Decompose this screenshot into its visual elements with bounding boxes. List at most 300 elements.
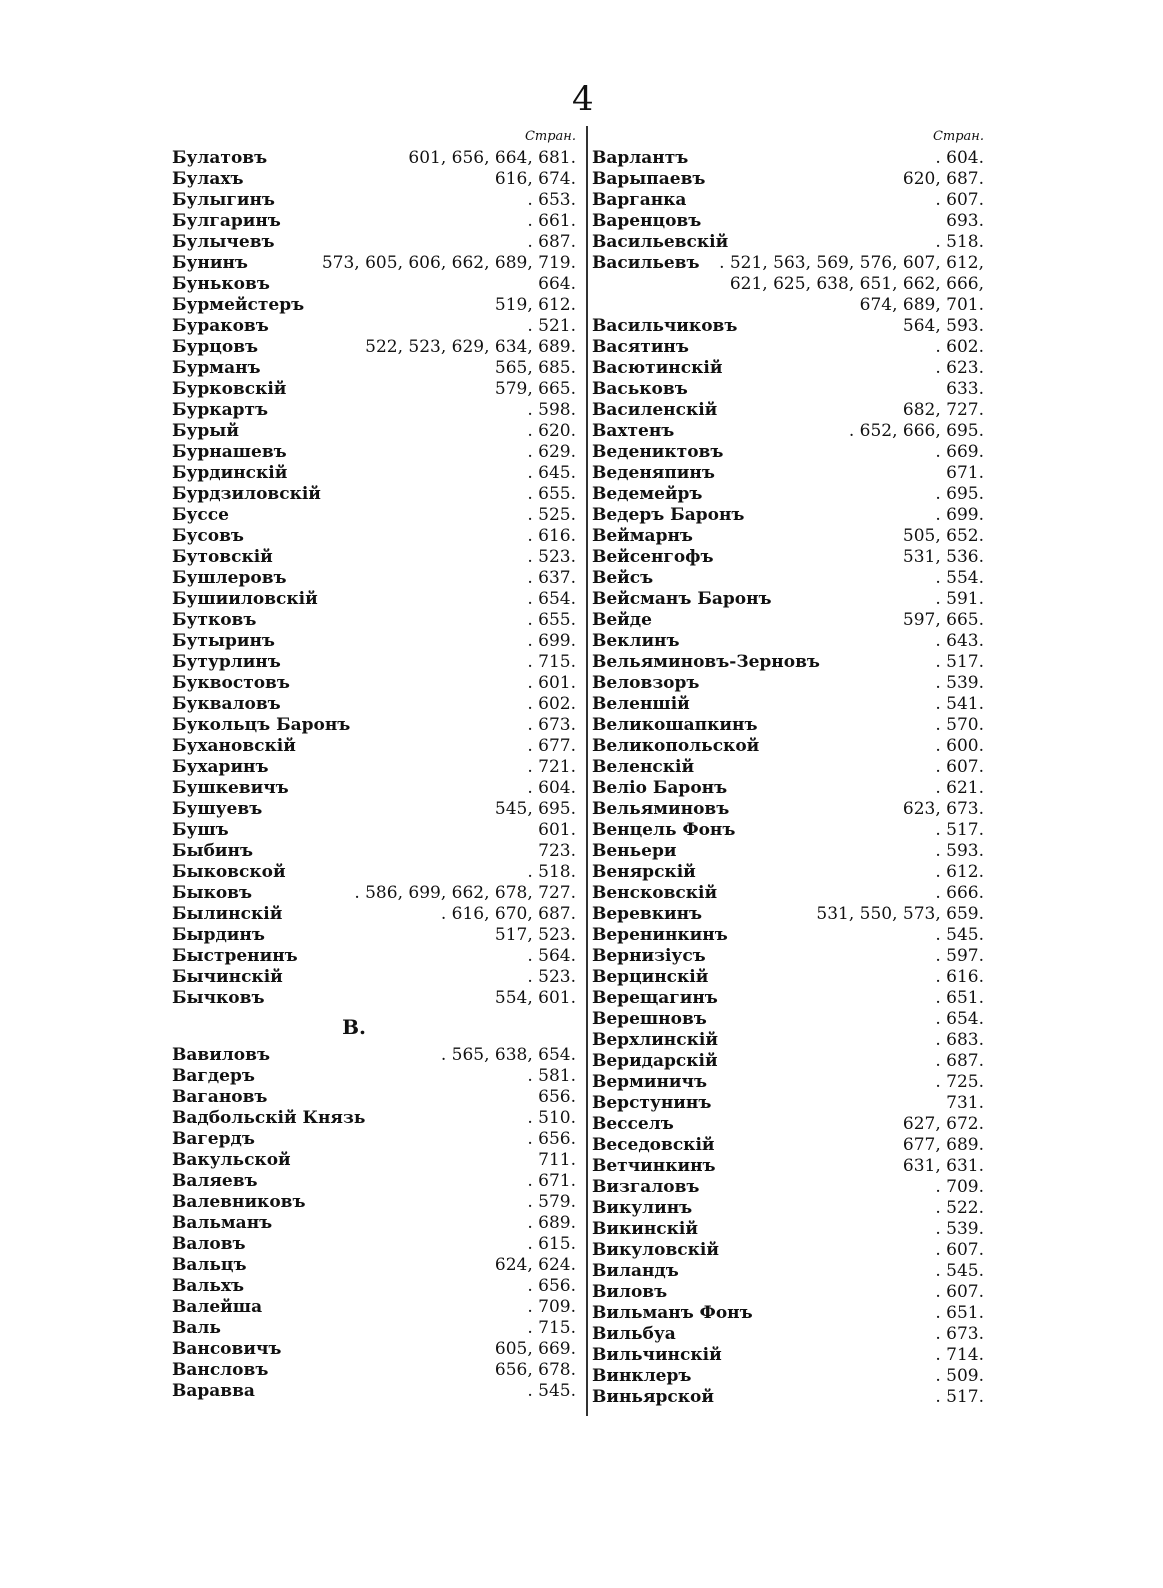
entry-pages: . 673. [527,715,576,735]
entry-pages: . 671. [527,1171,576,1191]
entry-name: Вильманъ Фонъ [592,1303,753,1323]
entry-name: Ведемейръ [592,484,703,504]
index-entry [592,1345,984,1366]
index-entry [172,715,576,736]
index-entry [172,967,576,988]
entry-pages: 723. [538,841,576,861]
index-entry [172,421,576,442]
index-entry [592,967,984,988]
index-entry [172,295,576,316]
index-entry [592,484,984,505]
index-entry [592,904,984,925]
index-entry [592,1051,984,1072]
entry-name: Бырдинъ [172,925,265,945]
entry-pages: . 602. [527,694,576,714]
page-number: 4 [572,79,594,119]
index-entry [592,673,984,694]
entry-name: Верхлинскій [592,1030,718,1050]
index-entry [592,1009,984,1030]
entry-name: Великопольской [592,736,760,756]
entry-pages: . 689. [527,1213,576,1233]
entry-pages: 565, 685. [494,358,576,378]
entry-name: Быковъ [172,883,253,903]
entry-name: Бунинъ [172,253,248,273]
index-entry [592,1219,984,1240]
index-entry [592,715,984,736]
entry-pages: . 600. [935,736,984,756]
entry-name: Вильбуа [592,1324,676,1344]
index-entry [592,211,984,232]
entry-name: Виловъ [592,1282,668,1302]
entry-name: Верещагинъ [592,988,718,1008]
index-entry [592,421,984,442]
entry-pages: . 541. [935,694,984,714]
entry-pages: . 652, 666, 695. [848,421,984,441]
entry-pages: . 725. [935,1072,984,1092]
entry-pages: 505, 652. [902,526,984,546]
entry-name: Варенцовъ [592,211,702,231]
entry-pages: . 523. [527,967,576,987]
entry-list [172,1045,576,1402]
entry-pages: . 601. [527,673,576,693]
entry-name: Верстунинъ [592,1093,712,1113]
entry-pages: . 673. [935,1324,984,1344]
entry-name: Бурдинскій [172,463,288,483]
entry-pages: . 523. [527,547,576,567]
entry-name: Бычинскій [172,967,283,987]
entry-name: Веліо Баронъ [592,778,728,798]
index-entry [172,799,576,820]
entry-name: Валь [172,1318,221,1338]
index-entry [172,526,576,547]
entry-name: Веревкинъ [592,904,703,924]
index-entry [172,736,576,757]
entry-name: Булычевъ [172,232,275,252]
entry-name: Викинскій [592,1219,699,1239]
entry-name: Вейсманъ Баронъ [592,589,772,609]
index-entry [592,337,984,358]
index-entry [172,484,576,505]
entry-name: Варыпаевъ [592,169,706,189]
entry-pages: . 656. [527,1129,576,1149]
entry-pages: . 554. [935,568,984,588]
index-entry [172,925,576,946]
index-entry [172,757,576,778]
index-entry [172,820,576,841]
entry-name: Вальхъ [172,1276,245,1296]
entry-name: Весселъ [592,1114,674,1134]
index-entry [172,988,576,1009]
entry-pages: 631, 631. [902,1156,984,1176]
index-entry [592,526,984,547]
entry-name: Букваловъ [172,694,281,714]
index-entry [592,547,984,568]
entry-name: Валовъ [172,1234,246,1254]
entry-name: Бутурлинъ [172,652,281,672]
entry-name: Великошапкинъ [592,715,758,735]
index-entry [172,190,576,211]
entry-name: Бурдзиловскій [172,484,321,504]
index-entry [592,925,984,946]
index-entry [172,883,576,904]
index-entry [172,442,576,463]
entry-name: Венярскій [592,862,696,882]
entry-pages: . 687. [527,232,576,252]
index-entry [172,904,576,925]
entry-name: Вальцъ [172,1255,247,1275]
entry-name: Бушииловскій [172,589,318,609]
entry-pages: 633. [946,379,984,399]
index-entry [592,274,984,295]
index-entry [592,988,984,1009]
entry-name: Бурнашевъ [172,442,287,462]
entry-name: Викулинъ [592,1198,693,1218]
entry-name: Бутыринъ [172,631,275,651]
index-entry [172,1234,576,1255]
entry-name: Ванcловъ [172,1360,269,1380]
entry-name: Булатовъ [172,148,268,168]
index-entry [592,442,984,463]
entry-name: Буссе [172,505,229,525]
entry-pages: . 661. [527,211,576,231]
entry-pages: . 695. [935,484,984,504]
index-entry [592,862,984,883]
index-entry [172,253,576,274]
entry-name: Визгаловъ [592,1177,700,1197]
index-entry [172,1087,576,1108]
entry-name: Венсковскій [592,883,718,903]
entry-pages: . 620. [527,421,576,441]
index-entry [592,148,984,169]
entry-pages: 554, 601. [494,988,576,1008]
entry-name: Букольцъ Баронъ [172,715,351,735]
index-entry [172,274,576,295]
index-entry [172,1297,576,1318]
index-entry [172,1381,576,1402]
entry-pages: . 545. [527,1381,576,1401]
entry-name: Буквостовъ [172,673,290,693]
entry-name: Вельяминовъ [592,799,730,819]
entry-pages: . 517. [935,652,984,672]
entry-name: Винклеръ [592,1366,692,1386]
entry-name: Быковской [172,862,286,882]
entry-pages: . 525. [527,505,576,525]
entry-pages: . 651. [935,1303,984,1323]
entry-name: Булахъ [172,169,244,189]
entry-pages: 620, 687. [902,169,984,189]
index-entry [172,589,576,610]
entry-pages: . 645. [527,463,576,483]
entry-name: Варганка [592,190,687,210]
index-entry [172,862,576,883]
entry-pages: . 607. [935,1240,984,1260]
index-entry [592,1261,984,1282]
index-entry [592,736,984,757]
entry-pages: . 518. [527,862,576,882]
entry-name: Веймарнъ [592,526,693,546]
index-entry [592,883,984,904]
entry-pages: . 714. [935,1345,984,1365]
entry-name: Ведеръ Баронъ [592,505,745,525]
entry-name: Бушъ [172,820,229,840]
index-column-left [172,126,576,1402]
index-entry [172,1255,576,1276]
entry-name: Быстренинъ [172,946,298,966]
entry-pages: 621, 625, 638, 651, 662, 666, [729,274,984,294]
entry-name: Бурмейстеръ [172,295,305,315]
entry-pages: . 564. [527,946,576,966]
index-entry [592,1387,984,1408]
entry-pages: . 683. [935,1030,984,1050]
entry-name: Верминичъ [592,1072,707,1092]
entry-name: Верешновъ [592,1009,707,1029]
entry-pages: . 604. [527,778,576,798]
index-entry [172,505,576,526]
entry-name: Виньярской [592,1387,714,1407]
index-entry [172,1192,576,1213]
entry-name: Верцинскій [592,967,709,987]
entry-pages: . 602. [935,337,984,357]
entry-name: Вейсенгофъ [592,547,714,567]
entry-pages: . 699. [527,631,576,651]
entry-pages: . 655. [527,610,576,630]
index-entry [592,1324,984,1345]
entry-name: Васютинскій [592,358,723,378]
entry-pages: . 521, 563, 569, 576, 607, 612, [719,253,984,273]
entry-name: Веньери [592,841,677,861]
entry-pages: 517, 523. [494,925,576,945]
index-entry [592,358,984,379]
entry-name: Веленшій [592,694,690,714]
entry-pages: 573, 605, 606, 662, 689, 719. [321,253,576,273]
entry-name: Вильчинскій [592,1345,722,1365]
entry-pages: 616, 674. [494,169,576,189]
entry-pages: . 517. [935,1387,984,1407]
entry-pages: 682, 727. [902,400,984,420]
entry-pages: . 654. [527,589,576,609]
entry-pages: 656. [538,1087,576,1107]
section-letter: В. [342,1015,366,1039]
index-entry [172,1213,576,1234]
entry-pages: . 570. [935,715,984,735]
index-entry [592,841,984,862]
entry-name: Вавиловъ [172,1045,270,1065]
index-entry [172,1339,576,1360]
entry-pages: 627, 672. [902,1114,984,1134]
entry-name: Василенскій [592,400,718,420]
entry-name: Вагановъ [172,1087,268,1107]
entry-pages: . 604. [935,148,984,168]
entry-name: Викуловскій [592,1240,719,1260]
entry-pages: 677, 689. [902,1135,984,1155]
entry-pages: . 653. [527,190,576,210]
entry-name: Вернизіусъ [592,946,706,966]
index-entry [172,379,576,400]
index-entry [592,253,984,274]
entry-name: Бушкевичъ [172,778,289,798]
entry-pages: . 709. [527,1297,576,1317]
entry-pages: . 522. [935,1198,984,1218]
entry-list [592,148,984,1408]
index-entry [592,1366,984,1387]
entry-pages: . 687. [935,1051,984,1071]
entry-name: Валейша [172,1297,263,1317]
entry-pages: 597, 665. [902,610,984,630]
column-divider [586,126,588,1416]
index-entry [172,1360,576,1381]
entry-name: Вейде [592,610,652,630]
entry-name: Бухановскій [172,736,296,756]
index-entry [172,1066,576,1087]
entry-pages: . 656. [527,1276,576,1296]
index-entry [172,1171,576,1192]
entry-name: Веклинъ [592,631,680,651]
entry-pages: 711. [538,1150,576,1170]
index-entry [172,610,576,631]
entry-pages: . 651. [935,988,984,1008]
entry-pages: . 579. [527,1192,576,1212]
entry-pages: . 616. [527,526,576,546]
index-entry [172,778,576,799]
entry-pages: . 721. [527,757,576,777]
entry-name: Булгаринъ [172,211,281,231]
index-entry [172,1318,576,1339]
entry-name: Бутовскій [172,547,273,567]
index-entry [592,568,984,589]
index-entry [172,547,576,568]
index-entry [592,799,984,820]
index-entry [592,1282,984,1303]
entry-pages: 624, 624. [494,1255,576,1275]
entry-name: Ветчинкинъ [592,1156,716,1176]
entry-name: Бухаринъ [172,757,269,777]
entry-pages: . 607. [935,190,984,210]
entry-name: Веренинкинъ [592,925,728,945]
entry-name: Варлантъ [592,148,689,168]
entry-name: Вансовичъ [172,1339,282,1359]
entry-pages: 671. [946,463,984,483]
entry-name: Булыгинъ [172,190,275,210]
entry-pages: . 593. [935,841,984,861]
index-entry [592,1135,984,1156]
index-entry [172,148,576,169]
entry-name: Васильчиковъ [592,316,738,336]
index-entry [172,211,576,232]
entry-pages: . 597. [935,946,984,966]
index-entry [172,232,576,253]
index-entry [172,358,576,379]
entry-pages: . 677. [527,736,576,756]
entry-name: Васильевъ [592,253,700,273]
entry-pages: . 517. [935,820,984,840]
index-entry [172,463,576,484]
index-entry [172,1276,576,1297]
index-entry [592,610,984,631]
index-entry [592,631,984,652]
index-entry [172,400,576,421]
entry-pages: 519, 612. [494,295,576,315]
index-entry [592,169,984,190]
entry-pages: 693. [946,211,984,231]
index-entry [592,316,984,337]
index-entry [592,1072,984,1093]
index-entry [592,757,984,778]
entry-name: Буркартъ [172,400,269,420]
entry-pages: 531, 536. [902,547,984,567]
column-header: Стран. [524,129,576,144]
index-entry [592,694,984,715]
entry-pages: 664. [538,274,576,294]
entry-pages: . 545. [935,925,984,945]
entry-pages: . 612. [935,862,984,882]
index-entry [592,505,984,526]
entry-name: Веловзоръ [592,673,700,693]
index-entry [172,337,576,358]
entry-pages: . 545. [935,1261,984,1281]
index-entry [592,1030,984,1051]
index-entry [592,589,984,610]
index-entry [592,295,984,316]
index-entry [592,400,984,421]
index-entry [592,1156,984,1177]
entry-pages: 579, 665. [494,379,576,399]
entry-pages: . 598. [527,400,576,420]
index-entry [172,1045,576,1066]
index-entry [592,1240,984,1261]
entry-pages: . 581. [527,1066,576,1086]
entry-pages: 674, 689, 701. [859,295,984,315]
entry-pages: 601, 656, 664, 681. [408,148,576,168]
entry-pages: 623, 673. [902,799,984,819]
entry-pages: . 669. [935,442,984,462]
entry-pages: 564, 593. [902,316,984,336]
entry-name: Бушуевъ [172,799,263,819]
entry-name: Вагердъ [172,1129,255,1149]
entry-pages: . 637. [527,568,576,588]
entry-pages: . 643. [935,631,984,651]
entry-name: Бурый [172,421,239,441]
index-entry [172,568,576,589]
entry-name: Варавва [172,1381,255,1401]
entry-pages: . 715. [527,652,576,672]
index-entry [172,652,576,673]
entry-pages: . 709. [935,1177,984,1197]
entry-pages: . 615. [527,1234,576,1254]
index-entry [592,379,984,400]
index-entry [592,1114,984,1135]
index-entry [172,1129,576,1150]
entry-pages: . 655. [527,484,576,504]
entry-pages: . 621. [935,778,984,798]
entry-name: Васильевскій [592,232,729,252]
index-entry [592,190,984,211]
entry-pages: . 539. [935,1219,984,1239]
index-entry [592,463,984,484]
entry-name: Веседовскій [592,1135,715,1155]
entry-name: Васьковъ [592,379,688,399]
entry-pages: . 699. [935,505,984,525]
entry-name: Вакульской [172,1150,291,1170]
entry-pages: . 509. [935,1366,984,1386]
index-entry [592,1198,984,1219]
entry-pages: . 715. [527,1318,576,1338]
entry-name: Васятинъ [592,337,689,357]
index-entry [172,694,576,715]
entry-name: Бычковъ [172,988,265,1008]
entry-name: Былинскій [172,904,283,924]
index-entry [172,673,576,694]
entry-pages: 656, 678. [494,1360,576,1380]
